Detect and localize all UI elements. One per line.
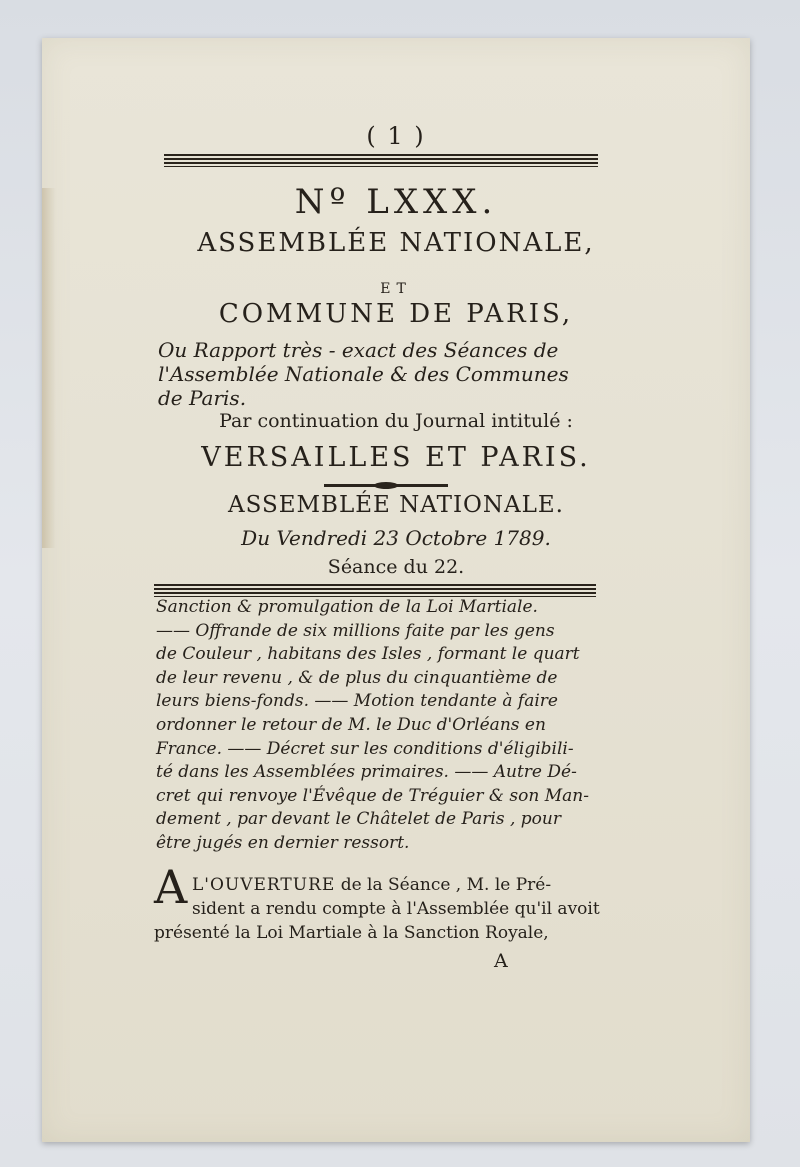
summary-line: leurs biens-fonds. —— Motion tendante à faire xyxy=(156,691,558,712)
summary-line: dement , par devant le Châtelet de Paris , pour xyxy=(156,809,561,830)
summary-line: —— Offrande de six millions faite par les gens xyxy=(156,620,555,641)
subtitle-line: l'Assemblée Nationale & des Communes xyxy=(158,362,569,386)
issue-number: Nº LXXX. xyxy=(294,182,498,222)
page-number: ( 1 ) xyxy=(366,122,426,150)
session-number: Séance du 22. xyxy=(327,556,465,578)
body-line-3: présenté la Loi Martiale à la Sanction Royale, xyxy=(154,923,549,943)
subtitle-line: de Paris. xyxy=(158,386,247,410)
summary-line: de Couleur , habitans des Isles , formant le quart xyxy=(156,644,580,665)
top-rule xyxy=(164,154,598,167)
summary-line: té dans les Assemblées primaires. —— Autre Dé- xyxy=(156,762,577,783)
summary-line: cret qui renvoye l'Évêque de Tréguier & son Man- xyxy=(156,785,589,806)
continuation-note: Par continuation du Journal intitulé : xyxy=(219,410,573,432)
summary-line: de leur revenu , & de plus du cinquantième de xyxy=(156,667,558,688)
title-line-1: ASSEMBLÉE NATIONALE, xyxy=(197,228,595,258)
document-page xyxy=(42,38,750,1142)
summary-line: Sanction & promulgation de la Loi Martiale. xyxy=(156,597,538,617)
subtitle xyxy=(158,338,608,410)
summary-line: ordonner le retour de M. le Duc d'Orléans en xyxy=(156,714,546,735)
opening-smallcaps: L'OUVERTURE xyxy=(192,875,336,895)
subtitle-line: Ou Rapport très - exact des Séances de xyxy=(158,338,559,362)
body-line-2: sident a rendu compte à l'Assemblée qu'il avoit xyxy=(192,899,600,919)
session-date: Du Vendredi 23 Octobre 1789. xyxy=(241,526,551,550)
body-line-1 xyxy=(192,875,602,895)
body-line-1-rest: de la Séance , M. le Pré- xyxy=(335,875,552,895)
signature-mark: A xyxy=(494,950,508,972)
summary-paragraph xyxy=(156,596,616,856)
ornament-rule xyxy=(324,484,448,487)
summary-line: France. —— Décret sur les conditions d'éligibili- xyxy=(156,738,574,759)
section-heading: ASSEMBLÉE NATIONALE. xyxy=(228,492,564,518)
drop-cap: A xyxy=(154,860,188,914)
title-line-2: COMMUNE DE PARIS, xyxy=(218,299,574,329)
summary-line: être jugés en dernier ressort. xyxy=(156,832,410,853)
journal-name: VERSAILLES ET PARIS. xyxy=(201,442,591,473)
title-conjunction: ET xyxy=(380,281,412,297)
